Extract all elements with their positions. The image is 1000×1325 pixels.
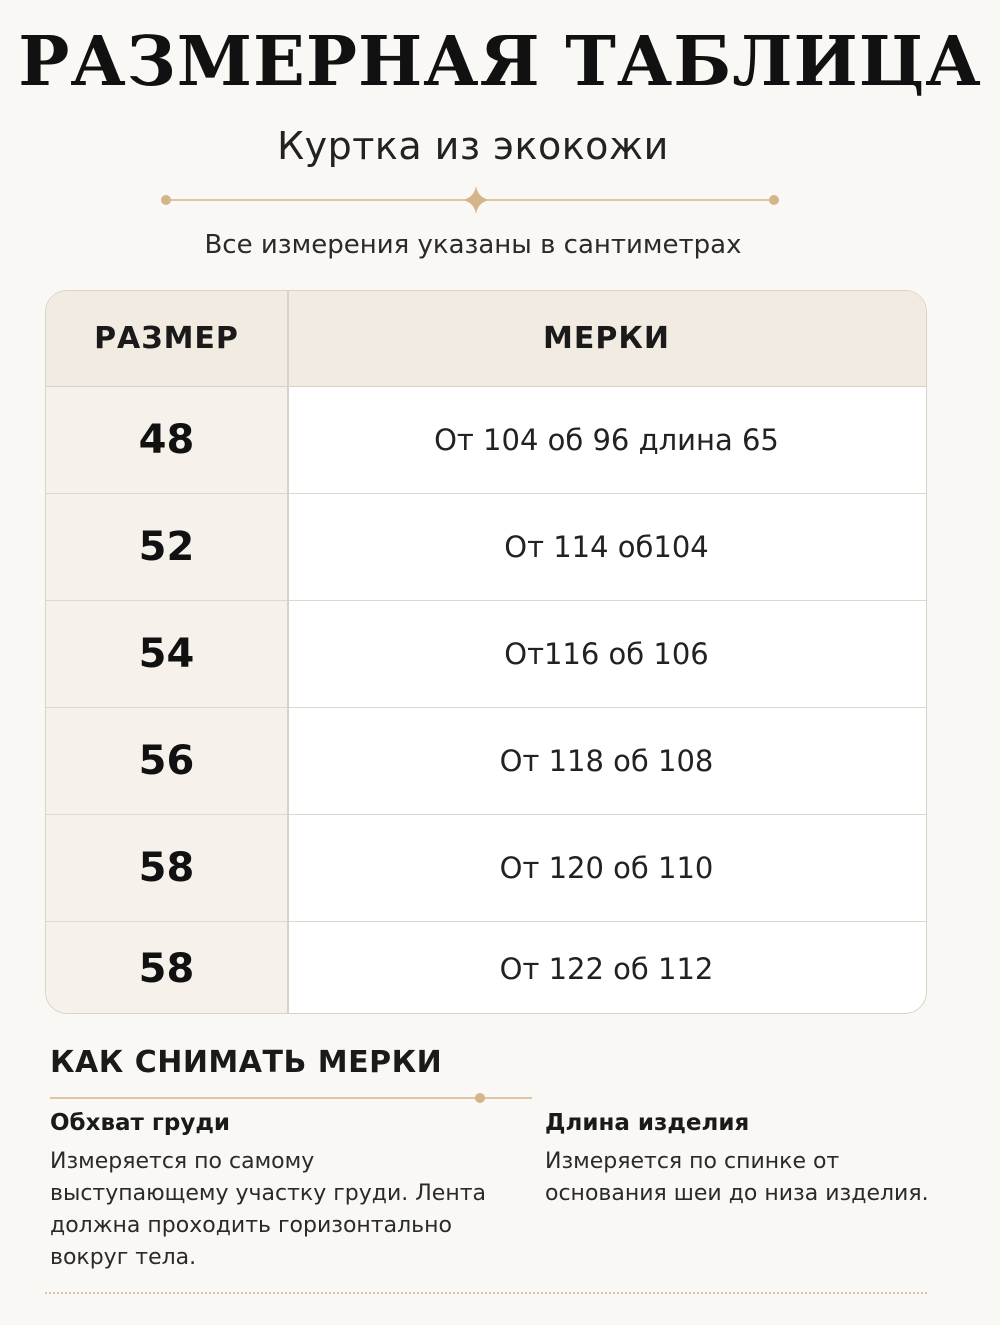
column-divider [287,291,289,1013]
measurements-value: От116 об 106 [504,637,709,671]
instruction-heading: Длина изделия [545,1110,750,1136]
units-note: Все измерения указаны в сантиметрах [204,230,742,260]
section-divider [50,1090,532,1106]
table-row [46,601,926,708]
table-header [46,291,926,387]
column-header-size: РАЗМЕР [94,321,239,356]
column-header-measurements: МЕРКИ [543,321,670,356]
measurements-value: От 118 об 108 [499,744,714,778]
instruction-text: Измеряется по самому выступающему участку груди. Лента должна проходить горизонтально вокруг тела. [50,1149,487,1270]
table-row [46,708,926,815]
measurements-value: От 114 об104 [504,530,709,564]
instruction-heading: Обхват груди [50,1110,231,1136]
measurements-value: От 120 об 110 [499,851,714,885]
page-subtitle: Куртка из экокожи [277,124,669,168]
dotted-divider [45,1292,927,1294]
measurements-value: От 122 об 112 [499,951,714,986]
table-row [46,815,926,922]
table-row [46,494,926,601]
size-table [45,290,927,1014]
size-value: 58 [138,845,195,891]
size-value: 56 [138,738,195,784]
size-value: 58 [138,945,195,992]
ornament-divider [160,186,780,214]
size-value: 54 [138,631,195,677]
instruction-length [545,1110,945,1210]
page-title: РАЗМЕРНАЯ ТАБЛИЦА [18,22,982,102]
measurements-value: От 104 об 96 длина 65 [434,423,779,457]
table-row [46,922,926,1014]
size-value: 48 [138,417,195,463]
how-to-title: КАК СНИМАТЬ МЕРКИ [50,1045,443,1080]
table-row [46,387,926,494]
size-value: 52 [138,524,195,570]
instruction-chest [50,1110,490,1274]
instruction-text: Измеряется по спинке от основания шеи до низа изделия. [545,1149,929,1206]
